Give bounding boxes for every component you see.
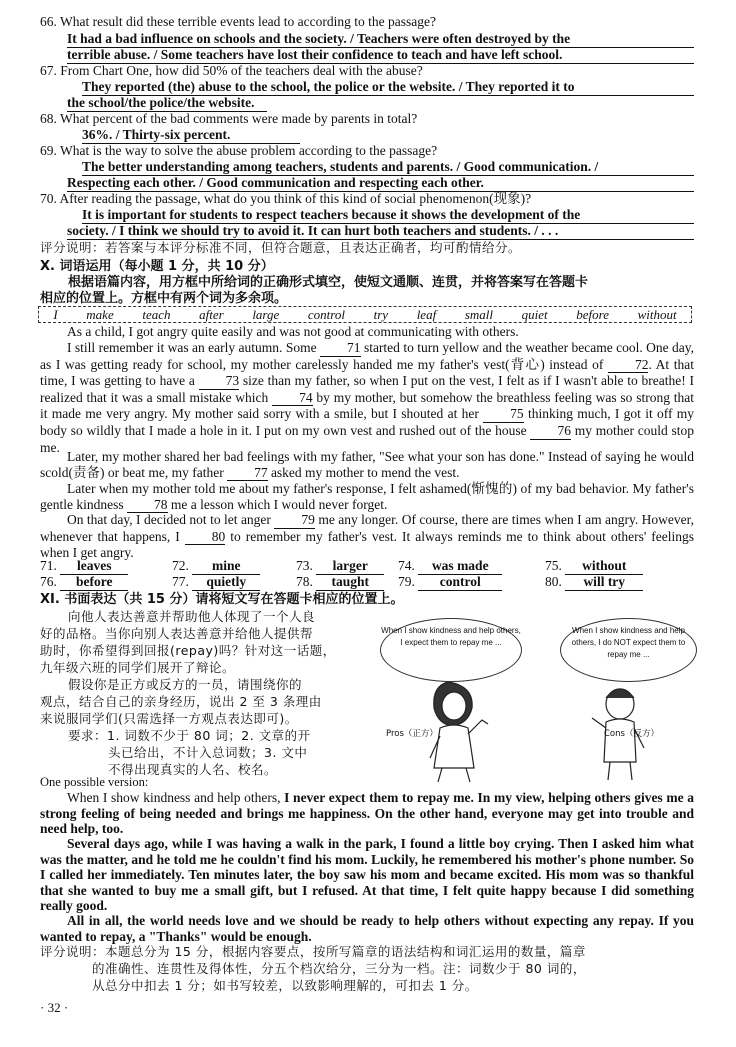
essay-paragraph-1: When I show kindness and help others, I never expect them to repay me. In my view, helping others gives me a strong feeling of being needed and brings me happiness. On the other hand, everyone may get into trouble and need help, too. <box>40 790 694 837</box>
word-box-item: after <box>199 306 224 322</box>
word-box-item: quiet <box>521 306 548 322</box>
pros-label: Pros（正方） <box>386 729 438 739</box>
answer-77: 77. quietly <box>172 574 260 591</box>
answer-76: 76. before <box>40 574 128 591</box>
answer-69-line-2: Respecting each other. / Good communication and respecting each other. <box>67 175 694 192</box>
word-box-item: teach <box>142 306 171 322</box>
con-speech-bubble: When I show kindness and help others, I do NOT expect them to repay me ... <box>560 618 697 682</box>
section-11-text-1: 向他人表达善意并帮助他人体现了一个人良 <box>68 609 316 624</box>
question-70: 70. After reading the passage, what do you think of this kind of social phenomenon(现象)? <box>40 191 532 206</box>
passage-paragraph-1: As a child, I got angry quite easily and was not good at communicating with others. <box>67 324 519 339</box>
blank-75: 75 <box>483 406 524 423</box>
answer-67-line-2: the school/the police/the website. <box>67 95 267 112</box>
answer-71: 71. leaves <box>40 558 128 575</box>
question-68: 68. What percent of the bad comments were made by parents in total? <box>40 111 418 126</box>
section-11-text-7: 来说服同学们(只需选择一方观点表达即可)。 <box>40 711 298 726</box>
requirement-line-2: 头已给出，不计入总词数；3. 文中 <box>108 745 308 760</box>
blank-73: 73 <box>199 373 240 390</box>
blank-74: 74 <box>272 390 313 407</box>
word-box-item: small <box>464 306 493 322</box>
answer-75: 75. without <box>545 558 643 575</box>
question-66: 66. What result did these terrible events lead to according to the passage? <box>40 14 436 29</box>
passage-paragraph-2: I still remember it was an early autumn. Some 71 started to turn yellow and the weather became cool. One day, as I was getting ready for school, my mother carelessly handed me my father's vest(背心) instead of 72. At that time, I was getting to have a 73 size than my father, so when I put on the vest, I felt as if I wasn't able to breathe! I realized that it was a small mistake which 74 by my mother, but somehow the breathless feeling was so strong that it made me very angry. My mother said sorry with a smile, but I shouted at her 75 thinking much, I got it off my body so wildly that I made a hole in it. I put on my own vest and rushed out of the house 76 my mother could stop me. <box>40 340 695 455</box>
blank-78: 78 <box>127 497 168 514</box>
scoring-note-1: 评分说明：若答案与本评分标准不同，但符合题意，且表达正确者，均可酌情给分。 <box>40 240 522 255</box>
section-11-text-6: 观点，结合自己的亲身经历，说出 2 至 3 条理由 <box>40 694 322 709</box>
word-box-item: I <box>53 306 58 322</box>
word-box-item: before <box>576 306 609 322</box>
section-10-instruction-1: 根据语篇内容，用方框中所给词的正确形式填空，使短文通顺、连贯，并将答案写在答题卡 <box>68 275 589 290</box>
girl-figure <box>430 682 488 782</box>
answer-66-line-2: terrible abuse. / Some teachers have lost their confidence to teach and have left school. <box>67 47 694 64</box>
essay-paragraph-3: All in all, the world needs love and we should be ready to help others without expecting any repay. If you wanted to repay, a "Thanks" would be enough. <box>40 913 694 944</box>
cons-label: Cons（反方） <box>604 729 659 739</box>
scoring-note-2-line-2: 的准确性、连贯性及得体性，分五个档次给分，三分为一档。注：词数少于 80 词的， <box>92 961 586 976</box>
answer-78: 78. taught <box>296 574 384 591</box>
question-67: 67. From Chart One, how did 50% of the teachers deal with the abuse? <box>40 63 423 78</box>
essay-paragraph-2: Several days ago, while I was having a walk in the park, I found a little boy crying. Then I asked him what was the matter, and he told me he couldn't find his mom. Luckily, he remembered his mother's phone number. So I called her immediately. Ten minutes later, the boy saw his mom and became excited. His mom was so thankful that she wanted to buy me a small gift, but I refused. At that time, I felt quite happy because I did something really good. <box>40 836 694 914</box>
passage-paragraph-3: Later, my mother shared her bad feelings with my father, "See what your son has done." Instead of saying he would scold(责备) or beat me, my father 77 asked my mother to mend the vest. <box>40 449 694 480</box>
answer-79: 79. control <box>398 574 502 591</box>
answer-69-line-1: The better understanding among teachers, students and parents. / Good communication. / <box>82 159 694 176</box>
section-11-text-5: 假设你是正方或反方的一员，请围绕你的 <box>68 677 303 692</box>
word-box-item: try <box>373 306 389 322</box>
blank-72: 72 <box>608 357 649 374</box>
answer-67-line-1: They reported (the) abuse to the school, the police or the website. / They reported it to <box>82 79 694 96</box>
blank-77: 77 <box>227 465 268 482</box>
scoring-note-2-line-3: 从总分中扣去 1 分；如书写较差，以致影响理解的，可扣去 1 分。 <box>92 978 478 993</box>
section-10-heading: X. 词语运用（每小题 1 分，共 10 分） <box>40 259 274 274</box>
passage-paragraph-5: On that day, I decided not to let anger 79 me any longer. Of course, there are times when I am angry. However, whenever that happens, I 80 to remember my father's vest. It always reminds me to think about others' feelings when I get angry. <box>40 512 695 561</box>
section-11-text-3: 助时，你希望得到回报(repay)吗？针对这一话题， <box>40 643 336 658</box>
answer-66-line-1: It had a bad influence on schools and the society. / Teachers were often destroyed by the <box>67 31 694 48</box>
blank-80: 80 <box>185 529 226 546</box>
word-box-item: make <box>86 306 114 322</box>
word-box <box>38 306 692 323</box>
word-box-item: leaf <box>416 306 437 322</box>
answer-70-line-1: It is important for students to respect teachers because it shows the development of the <box>82 207 694 224</box>
question-69: 69. What is the way to solve the abuse problem according to the passage? <box>40 143 438 158</box>
section-11-text-4: 九年级六班的同学们展开了辩论。 <box>40 660 236 675</box>
answer-73: 73. larger <box>296 558 384 575</box>
scoring-note-2-line-1: 评分说明：本题总分为 15 分，根据内容要点，按所写篇章的语法结构和词汇运用的数量，篇章 <box>40 944 586 959</box>
blank-79: 79 <box>274 512 315 529</box>
section-11-text-2: 好的品格。当你向别人表达善意并给他人提供帮 <box>40 626 314 641</box>
passage-paragraph-4: Later when my mother told me about my father's response, I felt ashamed(惭愧的) of my bad behavior. My father's gentle kindness 78 me a lesson which I would never forget. <box>40 481 694 512</box>
requirement-line-1: 要求：1. 词数不少于 80 词；2. 文章的开 <box>68 728 311 743</box>
answer-74: 74. was made <box>398 558 502 575</box>
version-label: One possible version: <box>40 775 149 789</box>
answer-80: 80. will try <box>545 574 643 591</box>
page-number: · 32 · <box>40 1000 69 1015</box>
blank-76: 76 <box>530 423 571 440</box>
answer-68: 36%. / Thirty-six percent. <box>82 127 300 144</box>
requirement-line-3: 不得出现真实的人名、校名。 <box>108 762 278 777</box>
word-box-item: control <box>307 306 345 322</box>
section-11-heading: XI. 书面表达（共 15 分）请将短文写在答题卡相应的位置上。 <box>40 592 404 607</box>
word-box-item: large <box>252 306 280 322</box>
answer-72: 72. mine <box>172 558 260 575</box>
answer-70-line-2: society. / I think we should try to avoid it. It can hurt both teachers and students. / . . . <box>67 223 694 240</box>
section-10-instruction-2: 相应的位置上。方框中有两个词为多余项。 <box>40 291 288 306</box>
blank-71: 71 <box>320 340 361 357</box>
word-box-item: without <box>637 306 677 322</box>
pro-speech-bubble: When I show kindness and help others, I expect them to repay me ... <box>380 618 522 682</box>
